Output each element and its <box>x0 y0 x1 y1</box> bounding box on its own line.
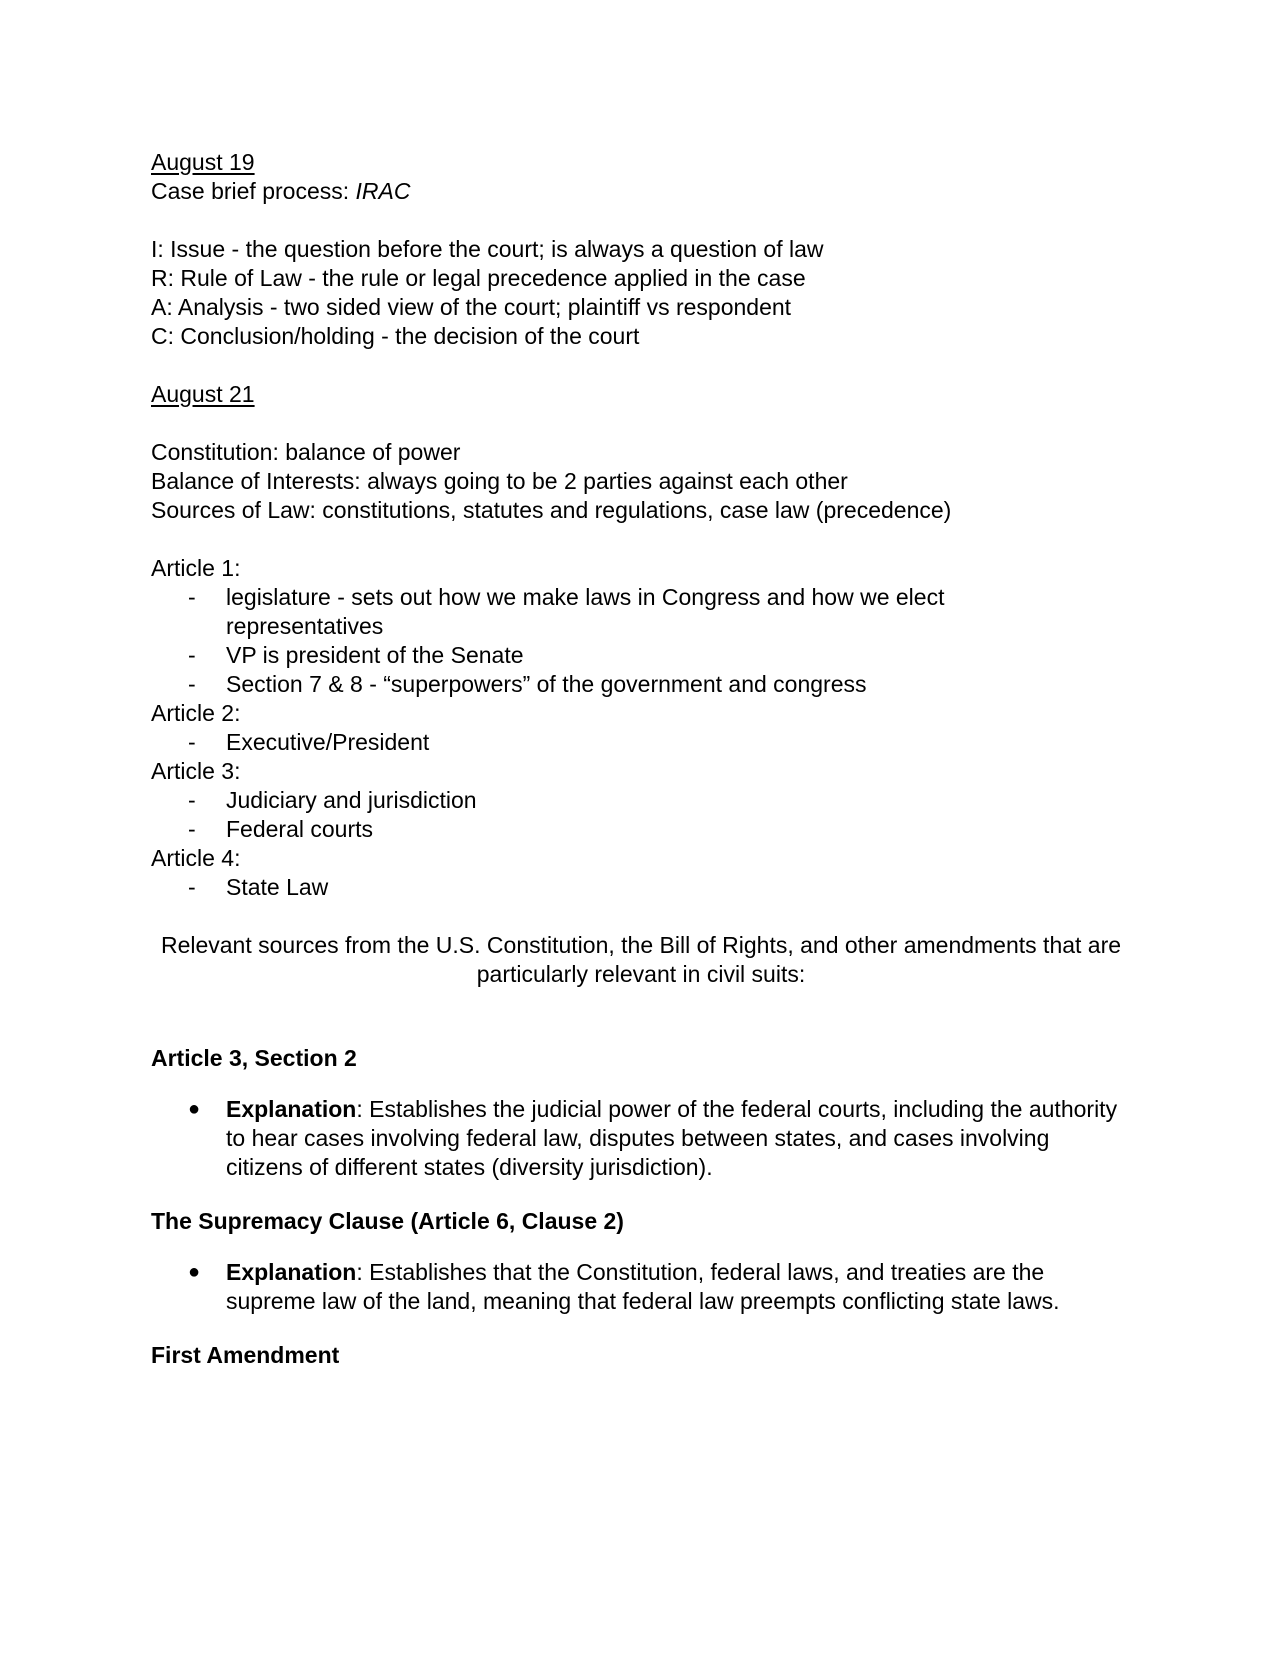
note-line: Balance of Interests: always going to be 2 parties against each other <box>151 468 848 494</box>
article-title: Article 1: <box>151 555 241 581</box>
article-title: Article 4: <box>151 845 241 871</box>
list-item <box>151 670 1131 699</box>
note-line: Constitution: balance of power <box>151 439 461 465</box>
date-heading: August 21 <box>151 381 255 407</box>
bullet-marker: ● <box>188 1098 201 1120</box>
list-item-text: State Law <box>226 874 329 900</box>
list-item <box>151 815 1131 844</box>
explanation-text: : Establishes that the Constitution, federal laws, and treaties are the supreme law of the land, meaning that federal law preempts conflicting state laws. <box>226 1259 1060 1314</box>
list-item-text: Judiciary and jurisdiction <box>226 787 477 813</box>
note-line: Sources of Law: constitutions, statutes and regulations, case law (precedence) <box>151 497 952 523</box>
document-page <box>151 148 1131 1370</box>
list-item <box>151 1258 1131 1316</box>
dash-marker: - <box>188 787 196 813</box>
case-brief-line <box>151 177 1131 206</box>
case-brief-label: Case brief process: <box>151 178 356 204</box>
explanation-label: Explanation <box>226 1259 357 1285</box>
list-item-text: Executive/President <box>226 729 430 755</box>
relevant-sources-intro: Relevant sources from the U.S. Constitution, the Bill of Rights, and other amendments that are particularly relevant in civil suits: <box>160 932 1122 987</box>
list-item <box>151 873 1131 902</box>
irac-line: I: Issue - the question before the court; is always a question of law <box>151 236 824 262</box>
irac-line: C: Conclusion/holding - the decision of the court <box>151 323 640 349</box>
list-item <box>151 641 1131 670</box>
list-item-text: Section 7 & 8 - “superpowers” of the government and congress <box>226 671 867 697</box>
dash-marker: - <box>188 729 196 755</box>
dash-marker: - <box>188 816 196 842</box>
explanation-text: : Establishes the judicial power of the federal courts, including the authority to hear cases involving federal law, disputes between states, and cases involving citizens of different states (diversity jurisdiction). <box>226 1096 1118 1180</box>
case-brief-method: IRAC <box>355 178 411 204</box>
section-heading: Article 3, Section 2 <box>151 1045 357 1071</box>
list-item <box>151 728 1131 757</box>
list-item <box>151 583 1131 641</box>
article-title: Article 2: <box>151 700 241 726</box>
irac-line: A: Analysis - two sided view of the court; plaintiff vs respondent <box>151 294 792 320</box>
dash-marker: - <box>188 584 196 610</box>
dash-marker: - <box>188 874 196 900</box>
article-title: Article 3: <box>151 758 241 784</box>
section-heading: First Amendment <box>151 1342 340 1368</box>
bullet-marker: ● <box>188 1261 201 1283</box>
explanation-label: Explanation <box>226 1096 357 1122</box>
list-item-text: legislature - sets out how we make laws in Congress and how we elect representatives <box>226 584 945 639</box>
dash-marker: - <box>188 642 196 668</box>
list-item-text: Federal courts <box>226 816 374 842</box>
list-item-text: VP is president of the Senate <box>226 642 524 668</box>
list-item <box>151 1095 1131 1182</box>
dash-marker: - <box>188 671 196 697</box>
section-heading: The Supremacy Clause (Article 6, Clause 2) <box>151 1208 624 1234</box>
irac-line: R: Rule of Law - the rule or legal precedence applied in the case <box>151 265 806 291</box>
date-heading: August 19 <box>151 149 255 175</box>
list-item <box>151 786 1131 815</box>
